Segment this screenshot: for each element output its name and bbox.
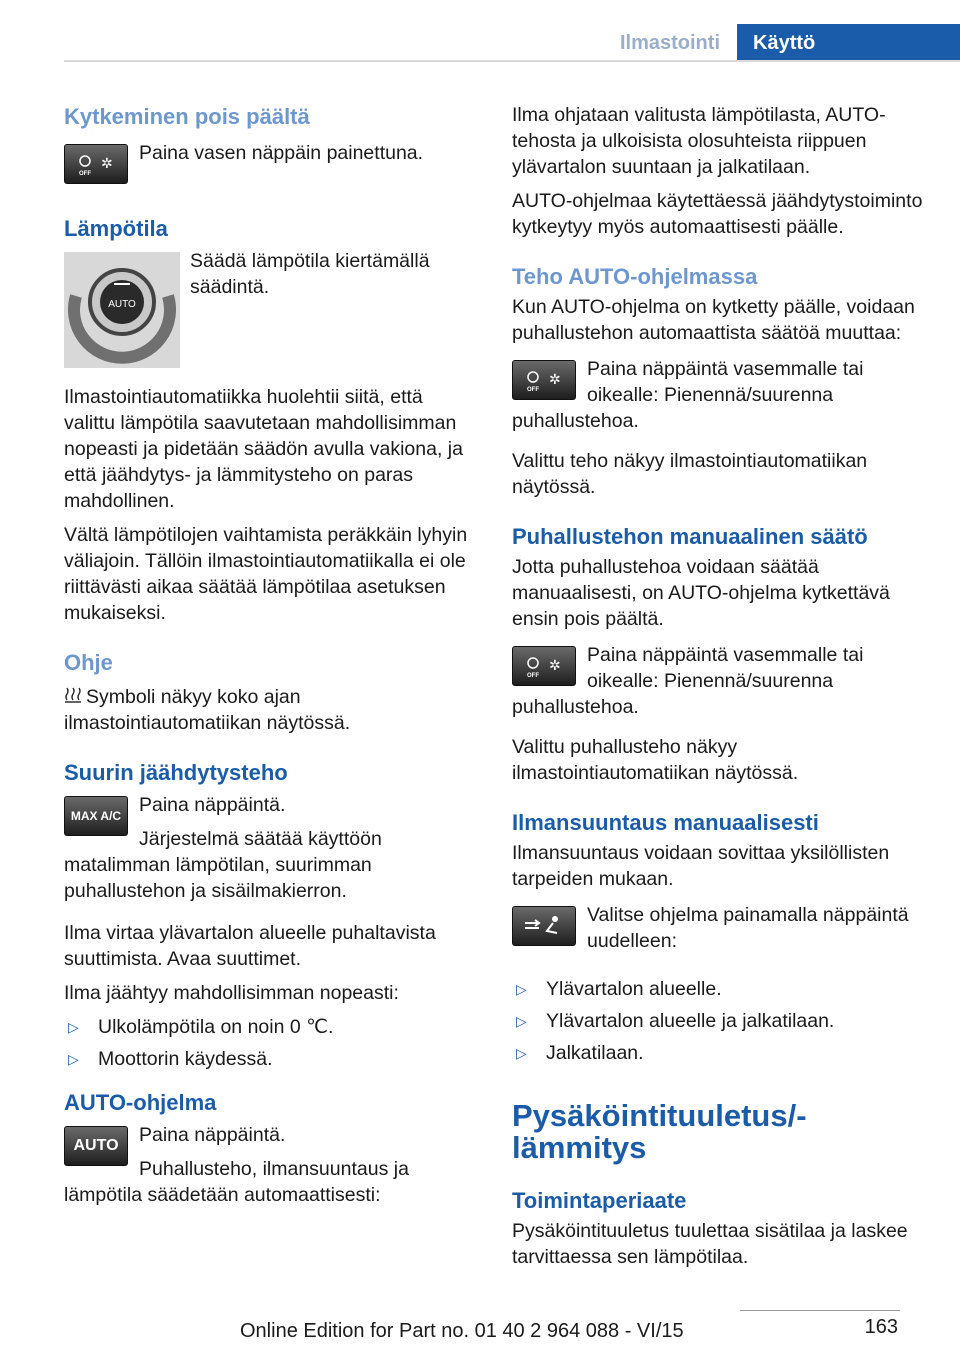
lampotila-text: Säädä lämpötila kiertämällä säädintä. [190, 250, 430, 298]
max-paragraph-1: Ilma virtaa ylävartalon alueelle puhaltavista suuttimista. Avaa suuttimet. [64, 922, 436, 970]
lampotila-paragraph-1: Ilmastointiautomatiikka huolehtii siitä, että valittu lämpötila saavutetaan mahdollisimman nopeasti ja pidetään säädön avulla vakiona, ja että jäähdytys- ja lämmitysteho on paras mahdollinen. [64, 386, 463, 512]
list-item: ▷ Ylävartalon alueelle ja jalkatilaan. [516, 1010, 835, 1032]
pysakointi-heading: Pysäköintituuletus/-lämmitys [512, 1098, 807, 1165]
toimintaperiaate-paragraph: Pysäköintituuletus tuulettaa sisätilaa ja laskee tarvittaessa sen lämpötilaa. [512, 1220, 908, 1268]
header-tab: Käyttö [737, 24, 960, 62]
list-item: ▷ Ylävartalon alueelle. [516, 978, 722, 1000]
list-item: ▷ Jalkatilaan. [516, 1042, 644, 1064]
auto-heading: AUTO-ohjelma [64, 1090, 217, 1115]
svg-text:OFF: OFF [527, 387, 539, 393]
footer-text: Online Edition for Part no. 01 40 2 964 088 - VI/15 [240, 1320, 684, 1342]
header-rule [64, 60, 960, 62]
auto-text-2: Puhallusteho, ilmansuuntaus ja lämpötila säädetään automaattisesti: [64, 1158, 409, 1206]
right-column [512, 102, 937, 1270]
max-text-2: Järjestelmä säätää käyttöön matalimman lämpötilan, suurimman puhallustehon ja sisäilmakierron. [64, 828, 382, 902]
svg-text:OFF: OFF [527, 673, 539, 679]
auto-text-1: Paina näppäintä. [139, 1124, 286, 1146]
suunta-list [512, 976, 937, 1066]
auto-button-icon: AUTO [64, 1126, 128, 1166]
air-direction-icon [512, 906, 576, 946]
list-item: ▷ Moottorin käydessä. [68, 1048, 273, 1070]
triangle-bullet-icon: ▷ [516, 1045, 527, 1061]
fan-off-button-icon [64, 144, 128, 184]
rear-heat-symbol-icon [64, 684, 86, 710]
suunta-paragraph: Ilmansuuntaus voidaan sovittaa yksilöllisten tarpeiden mukaan. [512, 842, 890, 890]
teho-paragraph: Kun AUTO-ohjelma on kytketty päälle, voidaan puhallustehon automaattista säätöä muuttaa: [512, 296, 915, 344]
temperature-dial-icon [64, 252, 180, 368]
toimintaperiaate-heading: Toimintaperiaate [512, 1188, 687, 1213]
kytkeminen-text: Paina vasen näppäin painettuna. [139, 142, 424, 164]
lampotila-paragraph-2: Vältä lämpötilojen vaihtamista peräkkäin lyhyin väliajoin. Tällöin ilmastointiautomatiikalla ei ole riittävästi aikaa säätää lämpötilaa asetuksen mukaiseksi. [64, 524, 468, 624]
svg-text:✲: ✲ [549, 658, 561, 674]
teho-heading: Teho AUTO-ohjelmassa [512, 264, 758, 289]
suurin-heading: Suurin jäähdytysteho [64, 760, 288, 785]
svg-text:✲: ✲ [549, 372, 561, 388]
manual-heading: Puhallustehon manuaalinen säätö [512, 524, 868, 549]
page-number: 163 [864, 1316, 898, 1338]
right-paragraph-2: AUTO-ohjelmaa käytettäessä jäähdytystoiminto kytkeytyy myös automaattisesti päälle. [512, 190, 923, 238]
triangle-bullet-icon: ▷ [516, 1013, 527, 1029]
teho-paragraph-2: Valittu teho näkyy ilmastointiautomatiikan näytössä. [512, 450, 868, 498]
triangle-bullet-icon: ▷ [516, 981, 527, 997]
suunta-heading: Ilmansuuntaus manuaalisesti [512, 810, 819, 835]
header-section: Ilmastointi [619, 32, 720, 54]
right-paragraph-1: Ilma ohjataan valitusta lämpötilasta, AUTO-tehosta ja ulkoisista olosuhteista riippuen ylävartalon suuntaan ja jalkatilaan. [512, 104, 886, 178]
ohje-heading: Ohje [64, 650, 113, 675]
max-list [64, 1014, 479, 1072]
dial-label: AUTO [108, 299, 136, 310]
triangle-bullet-icon: ▷ [68, 1019, 79, 1035]
teho-button-text: Paina näppäintä vasemmalle tai oikealle: Pienennä/suurenna puhallustehoa. [512, 358, 864, 432]
max-paragraph-2: Ilma jäähtyy mahdollisimman nopeasti: [64, 982, 399, 1004]
suunta-button-text: Valitse ohjelma painamalla näppäintä uudelleen: [587, 904, 909, 952]
max-text-1: Paina näppäintä. [139, 794, 286, 816]
max-ac-button-icon: MAX A/C [64, 796, 128, 836]
manual-button-text: Paina näppäintä vasemmalle tai oikealle: Pienennä/suurenna puhallustehoa. [512, 644, 864, 718]
ohje-text: Symboli näkyy koko ajan ilmastointiautomatiikan näytössä. [64, 686, 351, 734]
footer-rule [740, 1310, 900, 1311]
manual-paragraph: Jotta puhallustehoa voidaan säätää manuaalisesti, on AUTO-ohjelma kytkettävä ensin pois päältä. [512, 556, 890, 630]
triangle-bullet-icon: ▷ [68, 1051, 79, 1067]
lampotila-heading: Lämpötila [64, 216, 168, 241]
svg-text:✲: ✲ [101, 156, 113, 172]
left-column [64, 102, 479, 1208]
fan-rocker-button-icon [512, 360, 576, 400]
manual-paragraph-2: Valittu puhallusteho näkyy ilmastointiautomatiikan näytössä. [512, 736, 799, 784]
svg-text:OFF: OFF [79, 171, 91, 177]
fan-rocker-button-icon-2 [512, 646, 576, 686]
list-item: ▷ Ulkolämpötila on noin 0 ℃. [68, 1016, 334, 1038]
kytkeminen-heading: Kytkeminen pois päältä [64, 104, 310, 129]
